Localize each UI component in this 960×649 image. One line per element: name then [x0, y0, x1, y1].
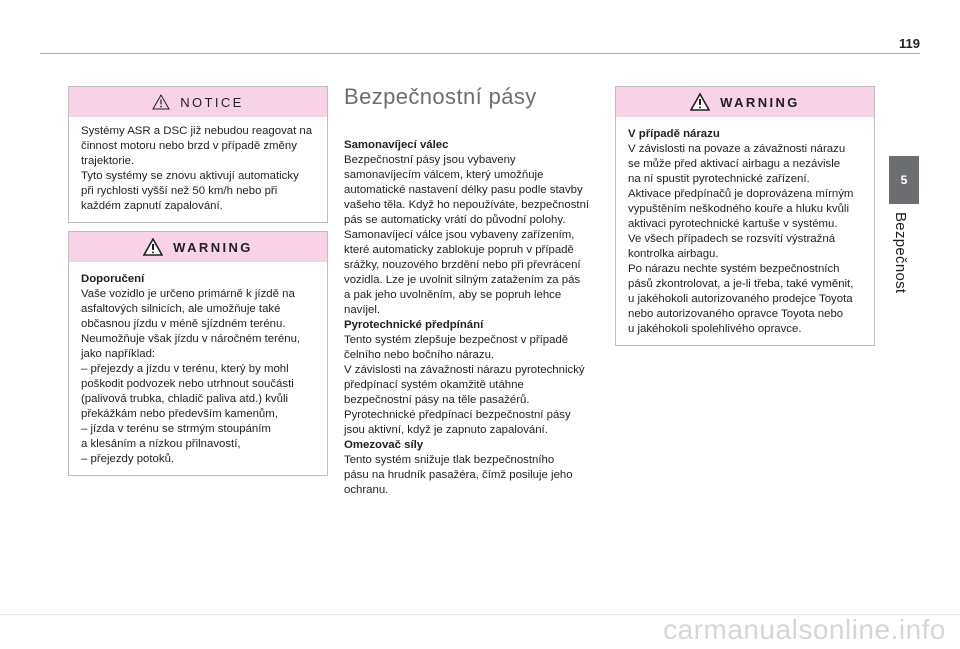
subheading: Omezovač síly — [344, 439, 424, 451]
warning-heading: V případě nárazu — [628, 128, 720, 140]
text-line: samonavíjecím válcem, který umožňuje — [344, 169, 544, 181]
text-line: při rychlosti vyšší než 50 km/h nebo při — [81, 185, 278, 197]
subheading: Samonavíjecí válec — [344, 139, 449, 151]
text-line: Bezpečnostní pásy jsou vybaveny — [344, 154, 516, 166]
text-line: V závislosti na povaze a závažnosti nárazu — [628, 143, 846, 155]
text-line: Ve všech případech se rozsvítí výstražná — [628, 233, 836, 245]
warning-header — [616, 87, 874, 117]
text-line: na ní spustit pyrotechnické zařízení. — [628, 173, 810, 185]
text-line: pásů zkontrolovat, a je-li třeba, také vyměnit, — [628, 278, 854, 290]
text-line: navíjel. — [344, 304, 381, 316]
warning-title: WARNING — [720, 94, 800, 110]
text-line: bezpečnostní pásy na těle pasažérů. — [344, 394, 530, 406]
text-line: které automaticky zablokuje popruh v případě — [344, 244, 574, 256]
text-line: Tento systém zlepšuje bezpečnost v případě — [344, 334, 569, 346]
text-line: čelního nebo bočního nárazu. — [344, 349, 495, 361]
text-line: kontrolka airbagu. — [628, 248, 719, 260]
text-line: Po nárazu nechte systém bezpečnostních — [628, 263, 840, 275]
text-line: jako například: — [81, 348, 156, 360]
text-line: – přejezdy a jízdu v terénu, který by mohl — [81, 363, 289, 375]
warning-triangle-icon — [690, 93, 710, 111]
text-line: ochranu. — [344, 484, 389, 496]
text-line: a klesáním a nízkou přilnavostí, — [81, 438, 241, 450]
text-line: nebo autorizovaného opravce Toyota nebo — [628, 308, 844, 320]
text-line: (palivová trubka, chladič paliva atd.) kvůli — [81, 393, 289, 405]
page-number: 119 — [899, 36, 920, 51]
text-line: Aktivace předpínačů je doprovázena mírným — [628, 188, 854, 200]
warning-body — [69, 262, 327, 475]
text-line: občasnou jízdu v méně sjízdném terénu. — [81, 318, 286, 330]
text-line: Tyto systémy se znovu aktivují automaticky — [81, 170, 299, 182]
text-line: a pak jeho uvolněním, aby se popruh lehce — [344, 289, 562, 301]
text-line: asfaltových silnicích, ale umožňuje také — [81, 303, 281, 315]
text-line: Tento systém snižuje tlak bezpečnostního — [344, 454, 555, 466]
text-line: – jízda v terénu se strmým stoupáním — [81, 423, 271, 435]
text-line: Systémy ASR a DSC již nebudou reagovat na — [81, 125, 313, 137]
text-line: Vaše vozidlo je určeno primárně k jízdě na — [81, 288, 295, 300]
subheading: Pyrotechnické předpínání — [344, 319, 484, 331]
header-divider — [40, 53, 920, 54]
text-line: pásu na hrudník pasažéra, čímž posiluje jeho — [344, 469, 573, 481]
text-line: vypuštěním neškodného kouře a hluku kvůli — [628, 203, 849, 215]
text-line: se může před aktivací airbagu a nezávisle — [628, 158, 841, 170]
text-line: jsou aktivní, když je zapnuto zapalování. — [344, 424, 548, 436]
text-line: – přejezdy potoků. — [81, 453, 175, 465]
warning-triangle-icon — [143, 238, 163, 256]
text-line: předpínací systém okamžitě utáhne — [344, 379, 524, 391]
text-line: pás se automaticky vrátí do původní polohy. — [344, 214, 566, 226]
chapter-title: Bezpečnost — [892, 212, 909, 294]
text-line: srážky, nouzového brzdění nebo při převrácení — [344, 259, 581, 271]
chapter-tab: 5 — [889, 156, 919, 204]
text-line: vašeho těla. Když ho nepoužíváte, bezpečnostní — [344, 199, 590, 211]
notice-box — [68, 86, 328, 223]
text-line: činnost motoru nebo brzd v případě změny — [81, 140, 297, 152]
warning-heading: Doporučení — [81, 273, 145, 285]
warning-box-recommendation — [68, 231, 328, 476]
warning-title: WARNING — [173, 239, 253, 255]
warning-header — [69, 232, 327, 262]
text-line: vozidla. Lze je uvolnit silným zatažením za pás — [344, 274, 581, 286]
notice-body — [69, 117, 327, 222]
text-line: aktivaci pyrotechnické kartuše v systému. — [628, 218, 838, 230]
seat-belts-text — [344, 138, 604, 498]
text-line: překážkám nebo především kamenům, — [81, 408, 278, 420]
text-line: V závislosti na závažnosti nárazu pyrotechnický — [344, 364, 585, 376]
text-line: poškodit podvozek nebo utrhnout součásti — [81, 378, 294, 390]
section-title: Bezpečnostní pásy — [344, 84, 537, 109]
warning-box-impact — [615, 86, 875, 346]
text-line: každém zapnutí zapalování. — [81, 200, 223, 212]
text-line: u jakéhokoli autorizovaného prodejce Toyota — [628, 293, 853, 305]
notice-header — [69, 87, 327, 117]
text-line: Pyrotechnické předpínací bezpečnostní pásy — [344, 409, 571, 421]
warning-triangle-icon — [152, 94, 170, 110]
text-line: u jakéhokoli spolehlivého opravce. — [628, 323, 802, 335]
watermark: carmanualsonline.info — [663, 614, 946, 645]
text-line: Samonavíjecí válce jsou vybaveny zařízením, — [344, 229, 575, 241]
text-line: trajektorie. — [81, 155, 135, 167]
notice-title: NOTICE — [180, 94, 244, 110]
warning-body — [616, 117, 874, 345]
text-line: Neumožňuje však jízdu v náročném terénu, — [81, 333, 301, 345]
text-line: automatické nastavení délky pasu podle stavby — [344, 184, 583, 196]
